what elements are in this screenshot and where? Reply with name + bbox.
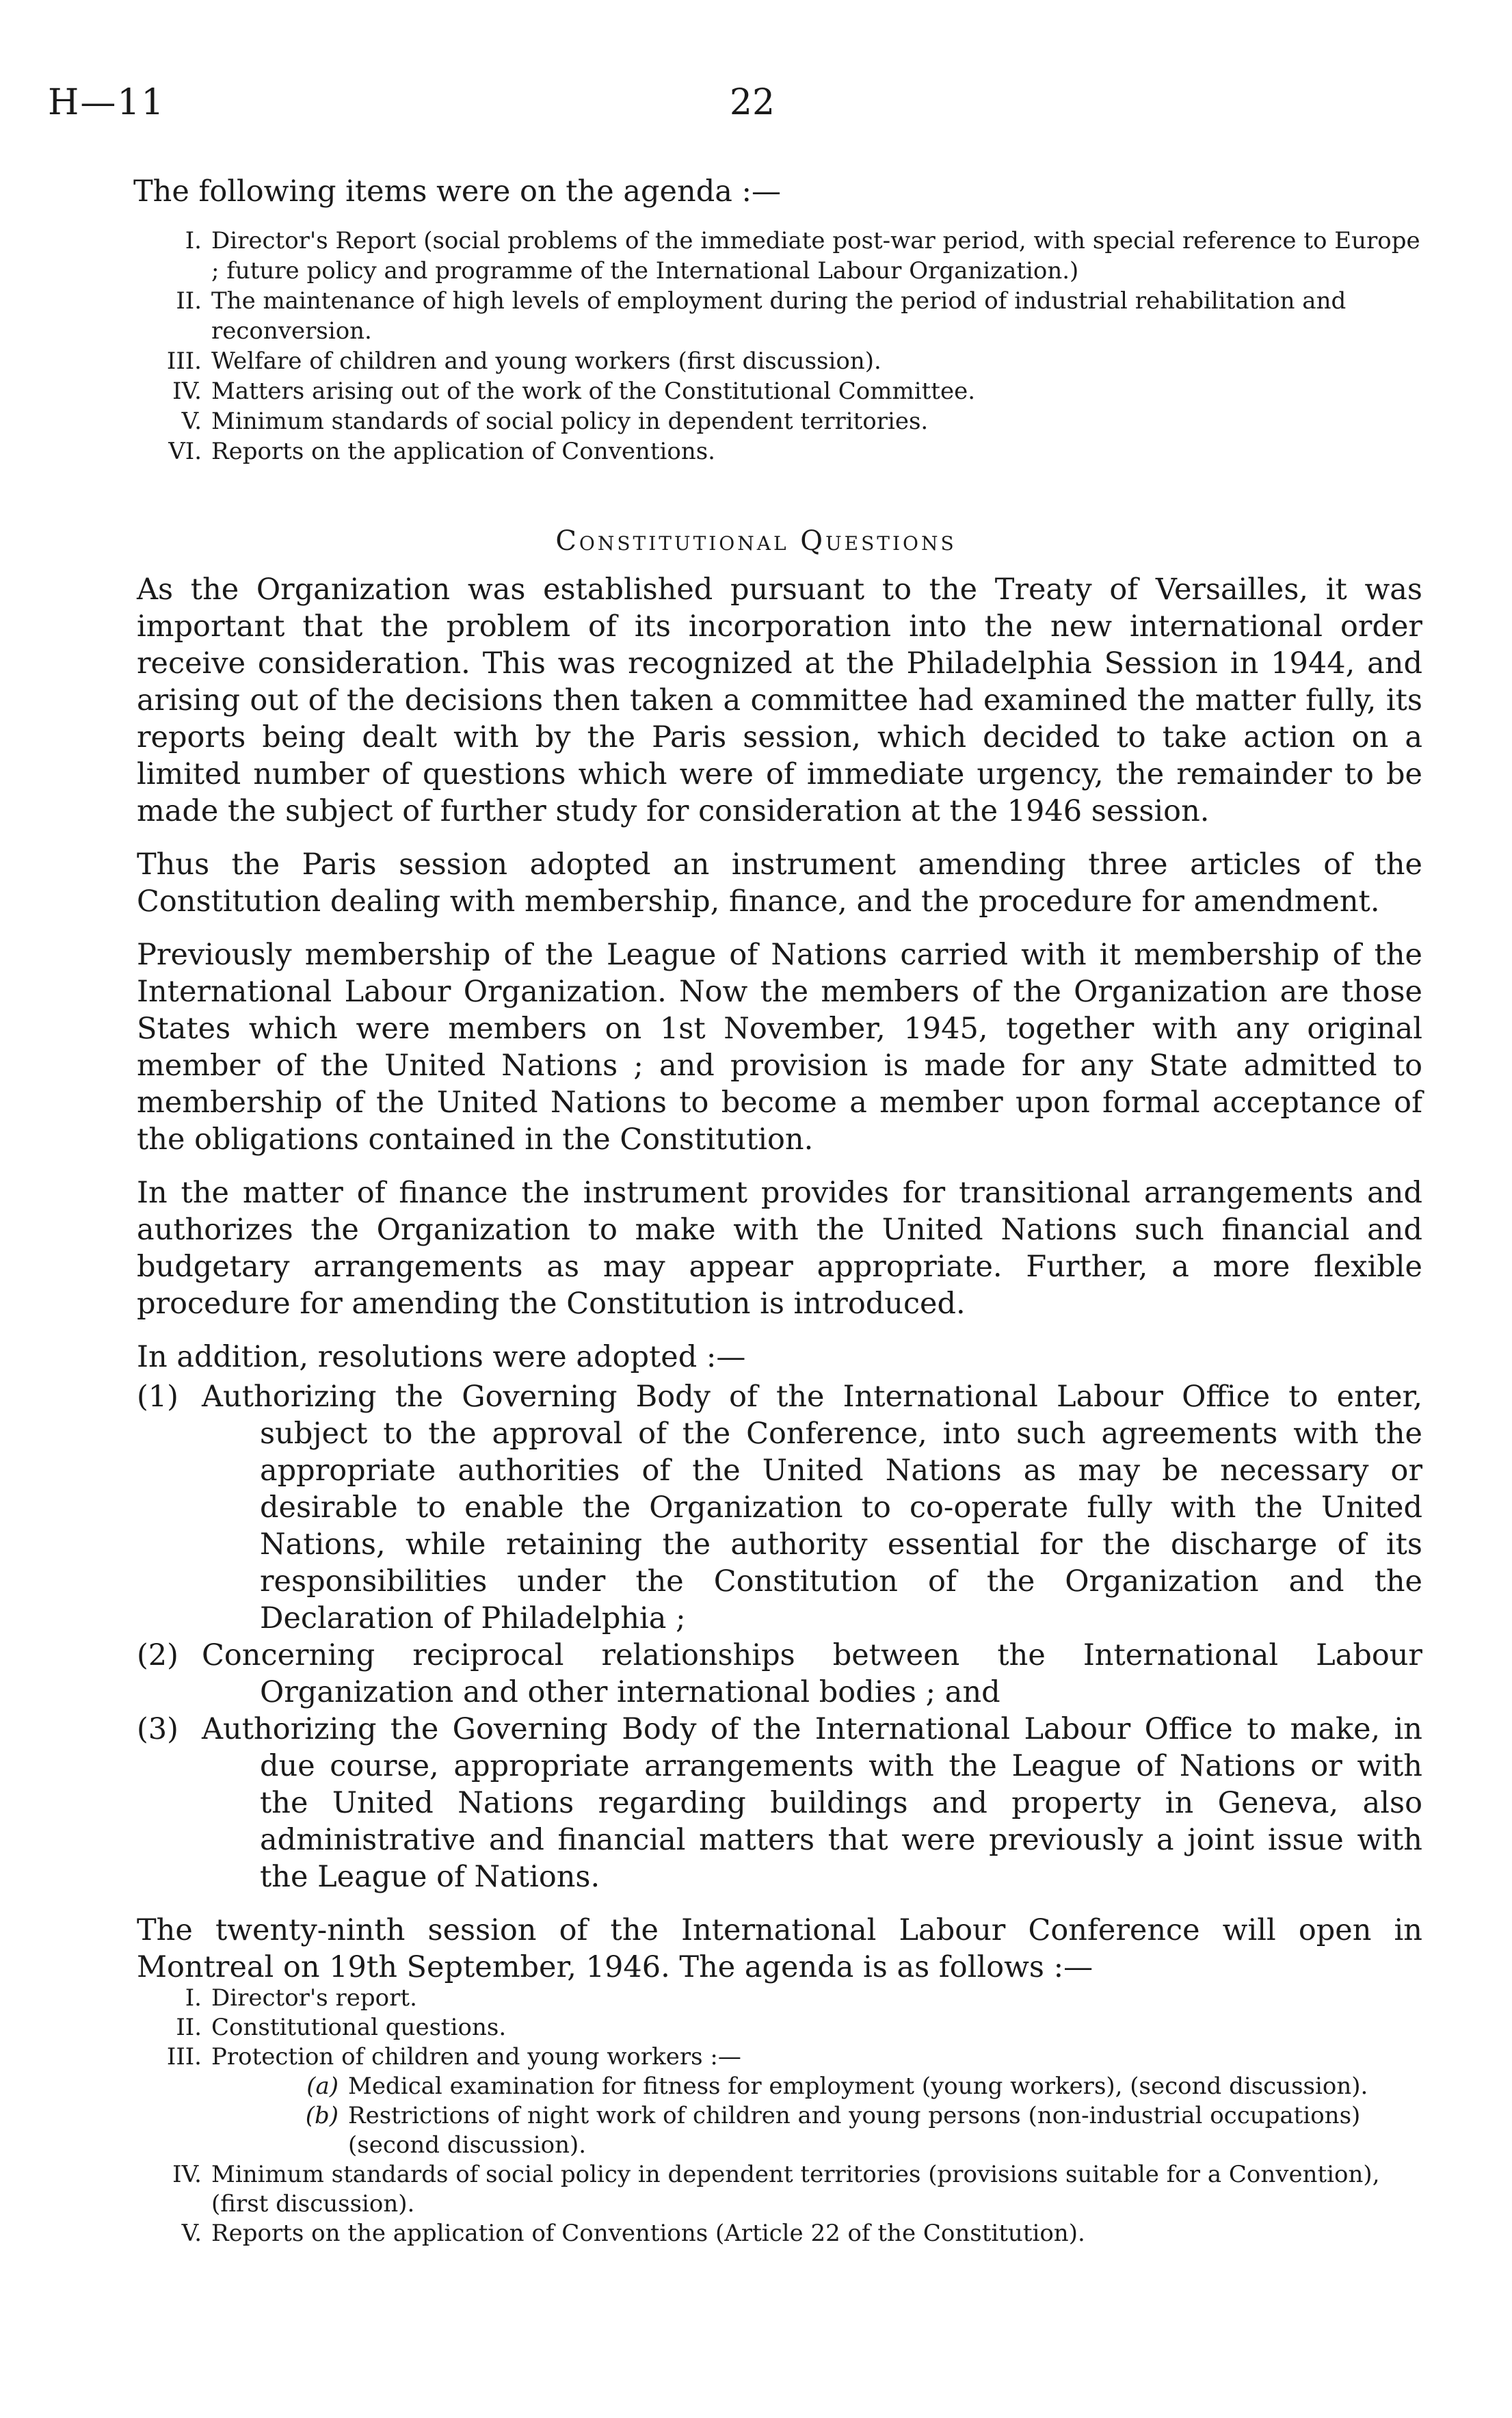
item-number: (3) — [137, 1712, 178, 1746]
item-number: (2) — [137, 1638, 178, 1672]
item-text: Restrictions of night work of children and young persons (non-industrial occupations) (second discussion). — [348, 2102, 1361, 2159]
paragraph: As the Organization was established pursuant to the Treaty of Versailles, it was important that the problem of its incorporation into the new international order receive consideration. This was recognized at the Philadelphia Session in 1944, and arising out of the decisions then taken a committee had examined the matter fully, its reports being dealt with by the Paris session, which decided to take action on a limited number of questions which were of immediate urgency, the remainder to be made the subject of further study for consideration at the 1946 session. — [137, 573, 1422, 828]
item-text: The maintenance of high levels of employment during the period of industrial rehabilitation and reconversion. — [211, 287, 1347, 345]
list-item — [113, 286, 1422, 346]
list-item — [113, 1984, 1422, 2013]
list-item — [113, 226, 1422, 286]
list-item — [113, 2160, 1422, 2219]
sub-list-item — [113, 2101, 1422, 2160]
item-number: III. — [166, 2043, 202, 2071]
list-item — [137, 1637, 1422, 1711]
item-number: VI. — [168, 438, 202, 465]
sub-list-item — [113, 2072, 1422, 2101]
agenda-intro: The following items were on the agenda :— — [133, 174, 782, 209]
item-number: II. — [176, 287, 202, 315]
item-text: Concerning reciprocal relationships between the International Labour Organization and other international bodies ; and — [202, 1638, 1422, 1709]
list-item — [113, 406, 1422, 436]
document-code: H—11 — [48, 82, 165, 123]
paragraph: The twenty-ninth session of the International Labour Conference will open in Montreal on 19th September, 1946. The agenda is as follows :— — [137, 1913, 1422, 1984]
paragraph: In the matter of finance the instrument provides for transitional arrangements and authorizes the Organization to make with the United Nations such financial and budgetary arrangements as may appear appropriate. Further, a more flexible procedure for amending the Constitution is introduced. — [137, 1176, 1422, 1321]
item-text: Reports on the application of Conventions (Article 22 of the Constitution). — [211, 2220, 1085, 2247]
paragraph: Previously membership of the League of Nations carried with it membership of the International Labour Organization. Now the members of the Organization are those States which were members on 1st November, 1945, together with any original member of the United Nations ; and provision is made for any State admitted to membership of the United Nations to become a member upon formal acceptance of the obligations contained in the Constitution. — [137, 938, 1422, 1157]
list-item — [113, 2013, 1422, 2042]
item-text: Minimum standards of social policy in dependent territories. — [211, 408, 929, 435]
list-item — [137, 1711, 1422, 1895]
item-text: Director's report. — [211, 1984, 417, 2012]
item-text: Authorizing the Governing Body of the International Labour Office to enter, subject to the approval of the Conference, into such agreements with the appropriate authorities of the United Nations as may be necessary or desirable to enable the Organization to co-operate fully with the United Nations, while retaining the authority essential for the discharge of its responsibilities under the Constitution of the Organization and the Declaration of Philadelphia ; — [202, 1380, 1422, 1635]
item-number: I. — [185, 227, 202, 254]
second-agenda-list — [113, 1984, 1422, 2248]
item-number: IV. — [172, 378, 202, 405]
list-item — [113, 376, 1422, 406]
page-number: 22 — [729, 82, 775, 123]
list-item — [113, 346, 1422, 376]
item-number: I. — [185, 1984, 202, 2012]
item-text: Minimum standards of social policy in dependent territories (provisions suitable for a Convention), (first discussion). — [211, 2161, 1380, 2218]
item-number: III. — [166, 347, 202, 375]
list-item — [113, 2042, 1422, 2072]
item-text: Protection of children and young workers :— — [211, 2043, 741, 2071]
list-item — [113, 436, 1422, 466]
item-number: V. — [181, 2220, 202, 2247]
item-number: II. — [176, 2014, 202, 2041]
item-text: Constitutional questions. — [211, 2014, 507, 2041]
list-item — [113, 2219, 1422, 2248]
item-number: V. — [181, 408, 202, 435]
item-number: (b) — [305, 2102, 339, 2129]
list-item — [137, 1378, 1422, 1637]
paragraph: In addition, resolutions were adopted :— — [137, 1340, 746, 1374]
section-heading: Constitutional Questions — [555, 525, 957, 557]
item-number: (a) — [306, 2073, 339, 2100]
item-text: Matters arising out of the work of the Constitutional Committee. — [211, 378, 976, 405]
item-text: Director's Report (social problems of the immediate post-war period, with special reference to Europe ; future policy and programme of the International Labour Organization.) — [211, 227, 1420, 285]
body-text — [137, 571, 1422, 2002]
item-text: Welfare of children and young workers (first discussion). — [211, 347, 881, 375]
paragraph: Thus the Paris session adopted an instrument amending three articles of the Constitution dealing with membership, finance, and the procedure for amendment. — [137, 847, 1422, 919]
item-text: Reports on the application of Conventions. — [211, 438, 715, 465]
item-number: (1) — [137, 1380, 178, 1414]
resolutions-list — [137, 1378, 1422, 1895]
item-text: Authorizing the Governing Body of the International Labour Office to make, in due course, appropriate arrangements with the League of Nations or with the United Nations regarding buildings and property in Geneva, also administrative and financial matters that were previously a joint issue with the League of Nations. — [202, 1712, 1422, 1894]
item-text: Medical examination for fitness for employment (young workers), (second discussion). — [348, 2073, 1368, 2100]
item-number: IV. — [172, 2161, 202, 2188]
first-agenda-list — [113, 226, 1422, 466]
